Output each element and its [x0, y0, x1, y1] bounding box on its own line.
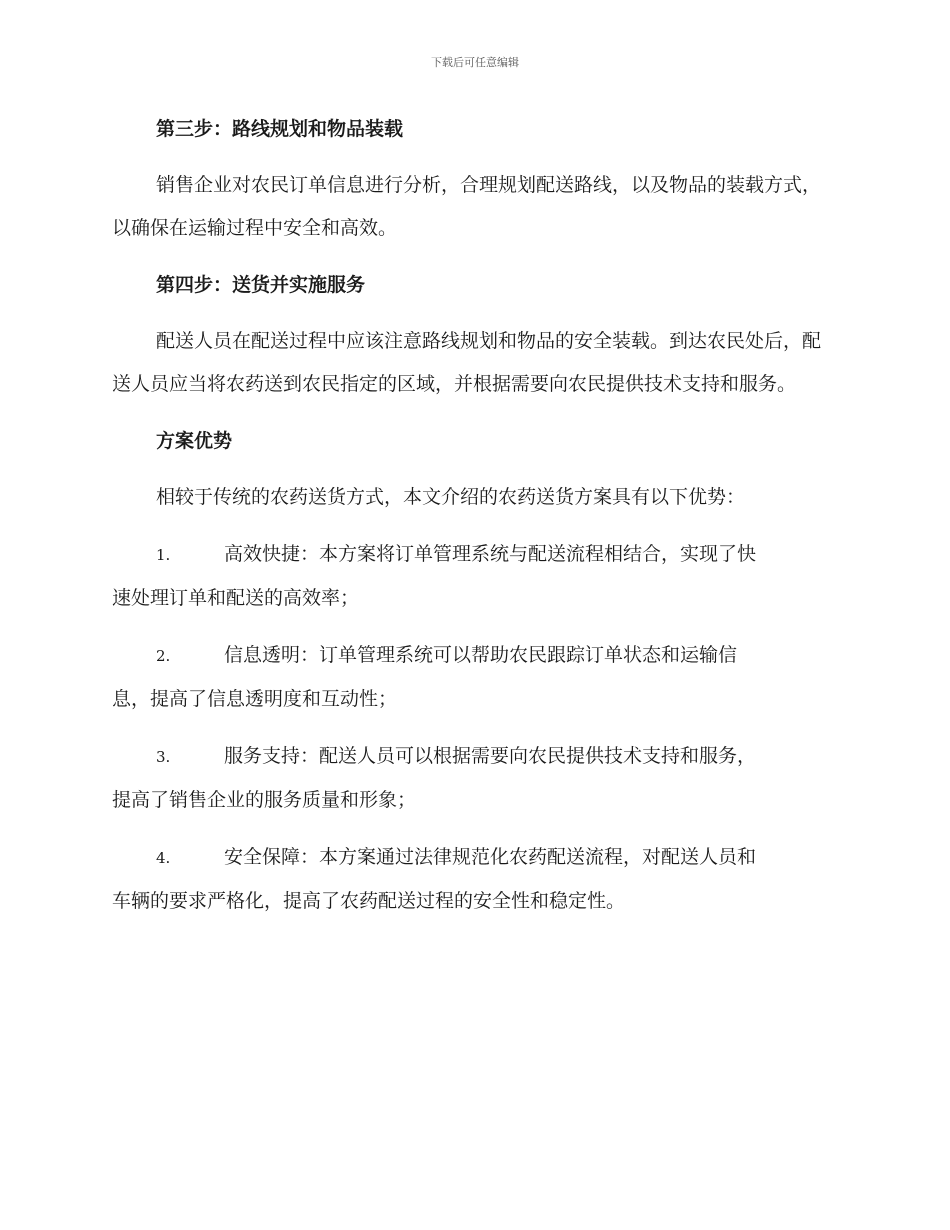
list-item-text: 安全保障：本方案通过法律规范化农药配送流程，对配送人员和	[224, 846, 757, 868]
step4-heading: 第四步：送货并实施服务	[156, 274, 366, 296]
list-item	[112, 634, 836, 721]
document-body	[112, 108, 836, 937]
step3-heading: 第三步：路线规划和物品装载	[156, 118, 404, 140]
list-item-text: 信息透明：订单管理系统可以帮助农民跟踪订单状态和运输信	[224, 644, 738, 666]
list-item	[112, 533, 836, 620]
list-item-continuation: 车辆的要求严格化，提高了农药配送过程的安全性和稳定性。	[112, 890, 626, 912]
list-item-continuation: 速处理订单和配送的高效率；	[112, 587, 360, 609]
list-item	[112, 735, 836, 822]
advantages-intro: 相较于传统的农药送货方式，本文介绍的农药送货方案具有以下优势：	[156, 486, 746, 508]
advantages-heading: 方案优势	[156, 430, 233, 452]
list-item-text: 高效快捷：本方案将订单管理系统与配送流程相结合，实现了快	[224, 543, 757, 565]
list-item-number: 1.	[156, 546, 171, 564]
step3-paragraph: 销售企业对农民订单信息进行分析，合理规划配送路线，以及物品的装载方式，以确保在运输过程中安全和高效。	[112, 174, 822, 239]
list-item-number: 3.	[156, 748, 171, 766]
list-item-continuation: 提高了销售企业的服务质量和形象；	[112, 789, 417, 811]
list-item-number: 4.	[156, 849, 171, 867]
list-item-continuation: 息，提高了信息透明度和互动性；	[112, 688, 398, 710]
page-header: 下载后可任意编辑	[431, 56, 519, 69]
step4-paragraph: 配送人员在配送过程中应该注意路线规划和物品的安全装载。到达农民处后，配送人员应当将农药送到农民指定的区域，并根据需要向农民提供技术支持和服务。	[112, 330, 822, 395]
list-item-number: 2.	[156, 647, 171, 665]
list-item	[112, 836, 836, 923]
list-item-text: 服务支持：配送人员可以根据需要向农民提供技术支持和服务，	[224, 745, 757, 767]
